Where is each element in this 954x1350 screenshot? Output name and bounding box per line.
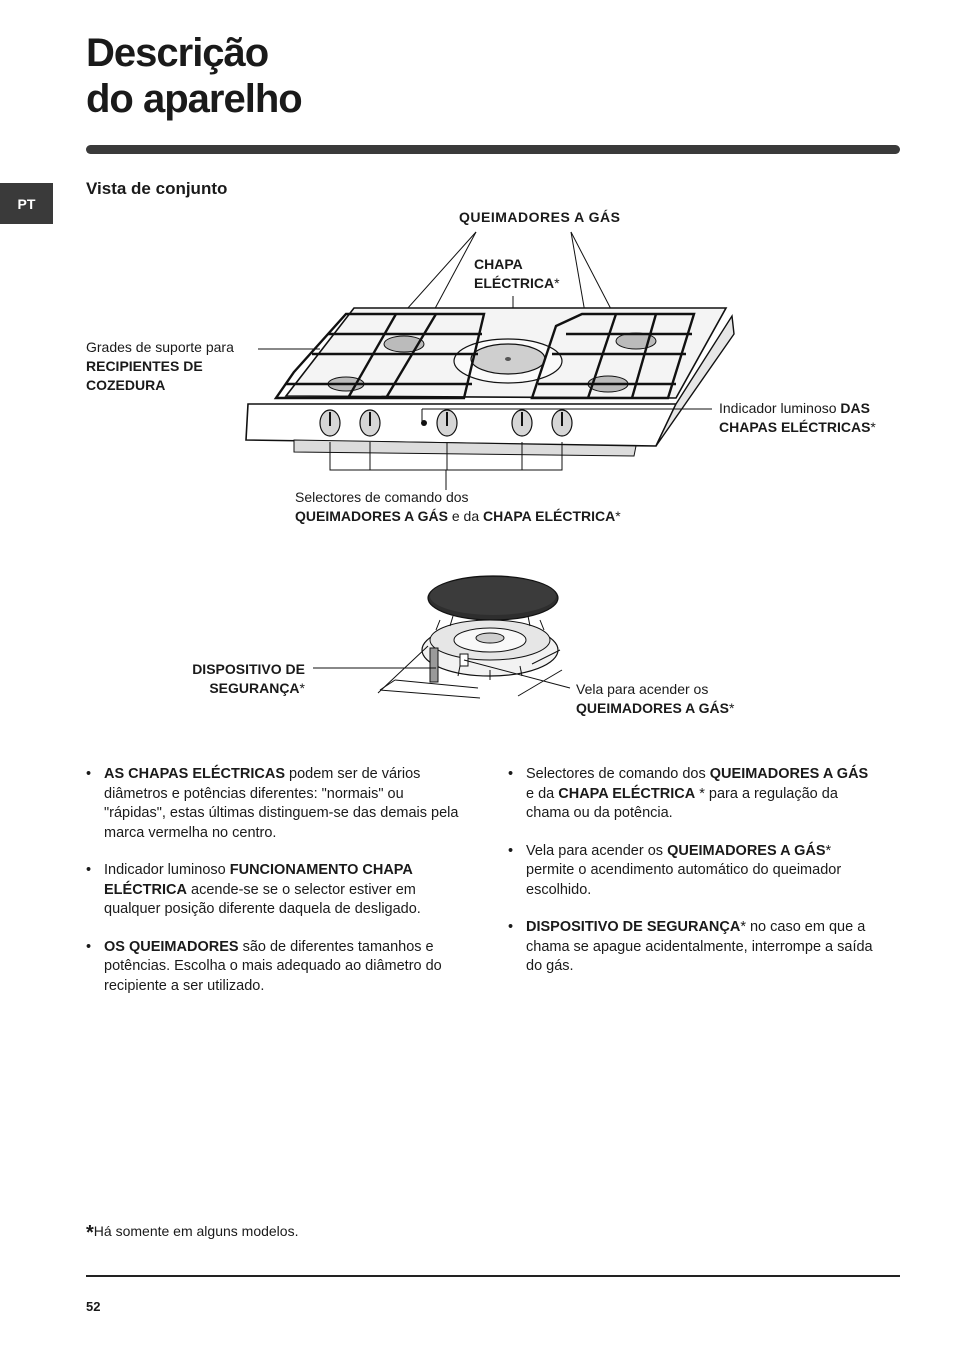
label-selectors-line1: Selectores de comando dos	[295, 489, 469, 505]
label-indicator-line1	[719, 399, 876, 418]
label-indicator-bold: DAS	[840, 400, 870, 416]
label-grids-line3: COZEDURA	[86, 377, 166, 393]
bullet-dot: •	[508, 842, 514, 859]
bullet-dot: •	[86, 938, 92, 955]
label-selectors-and: e da	[451, 508, 480, 524]
language-tab: PT	[0, 183, 53, 224]
label-candle-line1: Vela para acender os	[576, 681, 709, 697]
bullet-text: acende-se se o selector estiver em qualquer posição diferente daquela de desligado.	[104, 881, 421, 917]
label-selectors-burners: QUEIMADORES A GÁS	[295, 508, 448, 524]
footnote-star: *	[86, 1222, 94, 1244]
bullet-dot: •	[508, 766, 514, 782]
bullet-bold: OS QUEIMADORES	[104, 938, 239, 955]
bullets-right	[508, 765, 874, 995]
asterisk: *	[615, 508, 621, 524]
bullet-item-candle	[508, 842, 874, 901]
bullet-pre: Indicador luminoso	[104, 862, 230, 878]
label-safety-device	[150, 660, 305, 698]
label-gas-burners: QUEIMADORES A GÁS	[459, 209, 621, 225]
label-indicator-text: Indicador luminoso	[719, 400, 837, 416]
label-selectors-line2	[295, 507, 621, 526]
footer-divider	[86, 1275, 900, 1277]
bullet-dot: •	[86, 766, 92, 782]
bullet-item-indicator	[86, 861, 460, 920]
asterisk: *	[299, 680, 305, 696]
bullet-text: * para a regulação da chama ou da potência.	[526, 785, 838, 821]
label-safety-line1: DISPOSITIVO DE	[192, 661, 305, 677]
label-selectors	[295, 488, 621, 526]
bullet-pre: Selectores de comando dos	[526, 766, 710, 782]
label-hotplate-word: ELÉCTRICA	[474, 275, 555, 291]
bullet-text: * no caso em que a chama se apague acidentalmente, interrompe a saída do gás.	[526, 919, 873, 974]
label-hotplate	[474, 255, 560, 293]
footnote	[86, 1222, 298, 1245]
label-grids	[86, 338, 234, 395]
label-hotplate-line2	[474, 274, 560, 293]
bullet-dot: •	[86, 862, 92, 878]
label-selectors-hotplate: CHAPA ELÉCTRICA	[483, 508, 616, 524]
bullets-left	[86, 765, 460, 1014]
footnote-text: Há somente em alguns modelos.	[93, 1223, 299, 1239]
asterisk: *	[728, 700, 735, 716]
asterisk: *	[554, 275, 560, 291]
asterisk: *	[870, 419, 876, 435]
bullet-item-burners	[86, 938, 460, 997]
label-safety-word: SEGURANÇA	[209, 680, 300, 696]
bullet-bold: FUNCIONAMENTO CHAPA ELÉCTRICA	[104, 862, 413, 898]
bullet-text: são de diferentes tamanhos e potências. Escolha o mais adequado ao diâmetro do recipiente a ser utilizado.	[104, 938, 442, 994]
label-candle-line2	[576, 699, 734, 718]
bullet-bold-2: CHAPA ELÉCTRICA	[558, 785, 696, 802]
bullet-item-safety	[508, 918, 874, 977]
label-safety-line2	[150, 679, 305, 698]
title-line-1: Descrição	[86, 31, 269, 75]
label-indicator	[719, 399, 876, 437]
label-ignition-candle	[576, 680, 734, 718]
label-indicator-line2	[719, 418, 876, 437]
bullet-bold: QUEIMADORES A GÁS	[709, 766, 869, 782]
bullet-mid: e da	[526, 785, 559, 802]
bullet-bold: DISPOSITIVO DE SEGURANÇA	[526, 919, 741, 935]
bullet-text: * permite o acendimento automático do queimador escolhido.	[526, 842, 842, 898]
bullet-dot: •	[508, 919, 514, 935]
title-line-2: do aparelho	[86, 77, 302, 121]
bullet-pre: Vela para acender os	[526, 842, 668, 859]
bullet-bold: QUEIMADORES A GÁS	[667, 842, 826, 859]
bullet-text: podem ser de vários diâmetros e potências diferentes: "normais" ou "rápidas", estas últimas distinguem-se das demais pela marca vermelha no centro.	[104, 766, 459, 841]
bullet-bold: AS CHAPAS ELÉCTRICAS	[104, 766, 285, 782]
bullet-item-selectors	[508, 765, 874, 824]
label-grids-line2: RECIPIENTES DE	[86, 358, 203, 374]
label-indicator-bold2: CHAPAS ELÉCTRICAS	[719, 419, 871, 435]
bullet-item-hotplates	[86, 765, 460, 843]
label-grids-line1: Grades de suporte para	[86, 339, 234, 355]
section-title: Vista de conjunto	[86, 179, 228, 198]
page-number: 52	[86, 1299, 101, 1314]
label-candle-bold: QUEIMADORES A GÁS	[576, 700, 729, 716]
label-hotplate-line1: CHAPA	[474, 256, 523, 272]
diagram2-leader-lines	[0, 600, 954, 720]
